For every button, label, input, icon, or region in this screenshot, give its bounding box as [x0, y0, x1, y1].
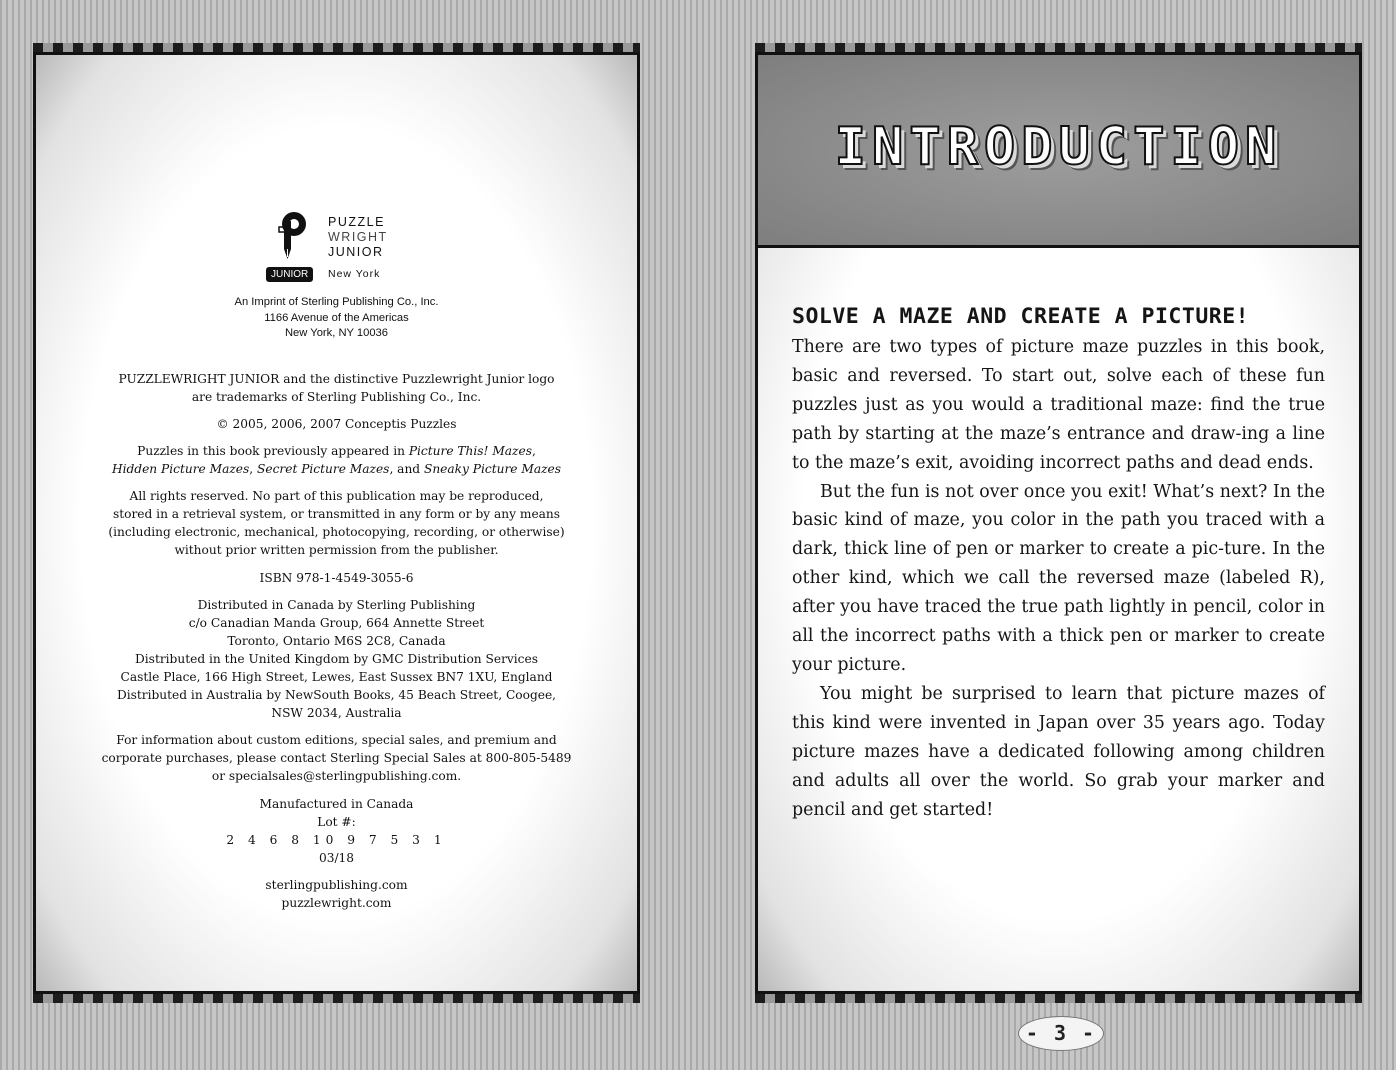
imprint-address [36, 295, 637, 342]
banner-title: INTRODUCTION [834, 117, 1283, 177]
imprint-line: An Imprint of Sterling Publishing Co., Inc. [234, 296, 439, 308]
separator: , and [389, 462, 424, 476]
intro-paragraph-3: You might be surprised to learn that picture mazes of this kind were invented in Japan over 35 years ago. Today picture mazes have a dedicated following among children and adults all over the world. So grab your marker and pencil and get started! [792, 683, 1325, 820]
print-date: 03/18 [318, 851, 355, 865]
imprint-line: New York, NY 10036 [284, 327, 389, 339]
logo-line-wright: WRIGHT [328, 230, 388, 244]
logo-line-puzzle: PUZZLE [328, 215, 385, 229]
title-secret-picture-mazes: Secret Picture Mazes [257, 462, 390, 476]
copyright-notice: © 2005, 2006, 2007 Conceptis Puzzles [216, 417, 457, 431]
intro-paragraph-2: But the fun is not over once you exit! What’s next? In the basic kind of maze, you color in the path you traced with a dark, thick line of pen or marker to create a pic-ture. In the other kind, which we call the reversed maze (labeled R), after you have traced the true path lightly in pencil, color in all the incorrect paths with a thick pen or marker to create your picture. [792, 481, 1325, 675]
left-page-frame [33, 43, 640, 1003]
introduction-page [755, 52, 1362, 994]
distribution-info: Distributed in Canada by Sterling Publishing c/o Canadian Manda Group, 664 Annette Street Toronto, Ontario M6S 2C8, Canada Distributed in the United Kingdom by GMC Distribution Services Castle Place, 166 High Street, Lewes, East Sussex BN7 1XU, England Distributed in Australia by NewSouth Books, 45 Beach Street, Coogee, NSW 2034, Australia [116, 598, 557, 720]
intro-heading: SOLVE A MAZE AND CREATE A PICTURE! [792, 304, 1250, 329]
junior-badge: JUNIOR [266, 267, 313, 282]
previous-editions-prefix: Puzzles in this book previously appeared in [137, 444, 409, 458]
manufactured-in: Manufactured in Canada [259, 797, 414, 811]
trademark-notice: PUZZLEWRIGHT JUNIOR and the distinctive Puzzlewright Junior logo are trademarks of Sterling Publishing Co., Inc. [118, 372, 555, 404]
logo-wordmark [328, 215, 388, 260]
website-sterling: sterlingpublishing.com [265, 878, 408, 892]
introduction-body [792, 303, 1325, 824]
rights-notice: All rights reserved. No part of this publication may be reproduced, stored in a retrieval system, or transmitted in any form or by any means (including electronic, mechanical, photocopying, recording, or otherwise) without prior written permission from the publisher. [108, 489, 565, 557]
imprint-line: 1166 Avenue of the Americas [264, 311, 409, 324]
pencil-p-logo-icon [278, 211, 308, 261]
separator: , [531, 444, 536, 458]
intro-paragraph-1: There are two types of picture maze puzzles in this book, basic and reversed. To start out, solve each of these fun puzzles just as you would a traditional maze: find the true path by starting at the maze’s entrance and draw-ing a line to the maze’s exit, avoiding incorrect paths and dead ends. [792, 337, 1325, 473]
separator: , [249, 462, 258, 476]
logo-line-junior: JUNIOR [328, 245, 384, 259]
title-hidden-picture-mazes: Hidden Picture Mazes [111, 462, 250, 476]
lot-number: Lot #: [317, 815, 356, 829]
special-sales-info: For information about custom editions, special sales, and premium and corporate purchases, please contact Sterling Special Sales at 800-805-5489 or specialsales@sterlingpublishing.com. [101, 733, 572, 783]
website-puzzlewright: puzzlewright.com [281, 896, 392, 910]
introduction-banner [758, 55, 1359, 248]
previous-editions [36, 442, 637, 478]
right-page-frame [755, 43, 1362, 1003]
title-sneaky-picture-mazes: Sneaky Picture Mazes [423, 462, 562, 476]
copyright-content [36, 55, 637, 991]
puzzlewright-junior-logo [266, 211, 416, 291]
page-number: - 3 - [1018, 1016, 1104, 1051]
isbn: ISBN 978-1-4549-3055-6 [259, 571, 414, 585]
copyright-page [33, 52, 640, 994]
printing-line: 2 4 6 8 10 9 7 5 3 1 [226, 833, 447, 847]
logo-city: New York [328, 268, 381, 280]
title-picture-this-mazes: Picture This! Mazes [408, 444, 532, 458]
